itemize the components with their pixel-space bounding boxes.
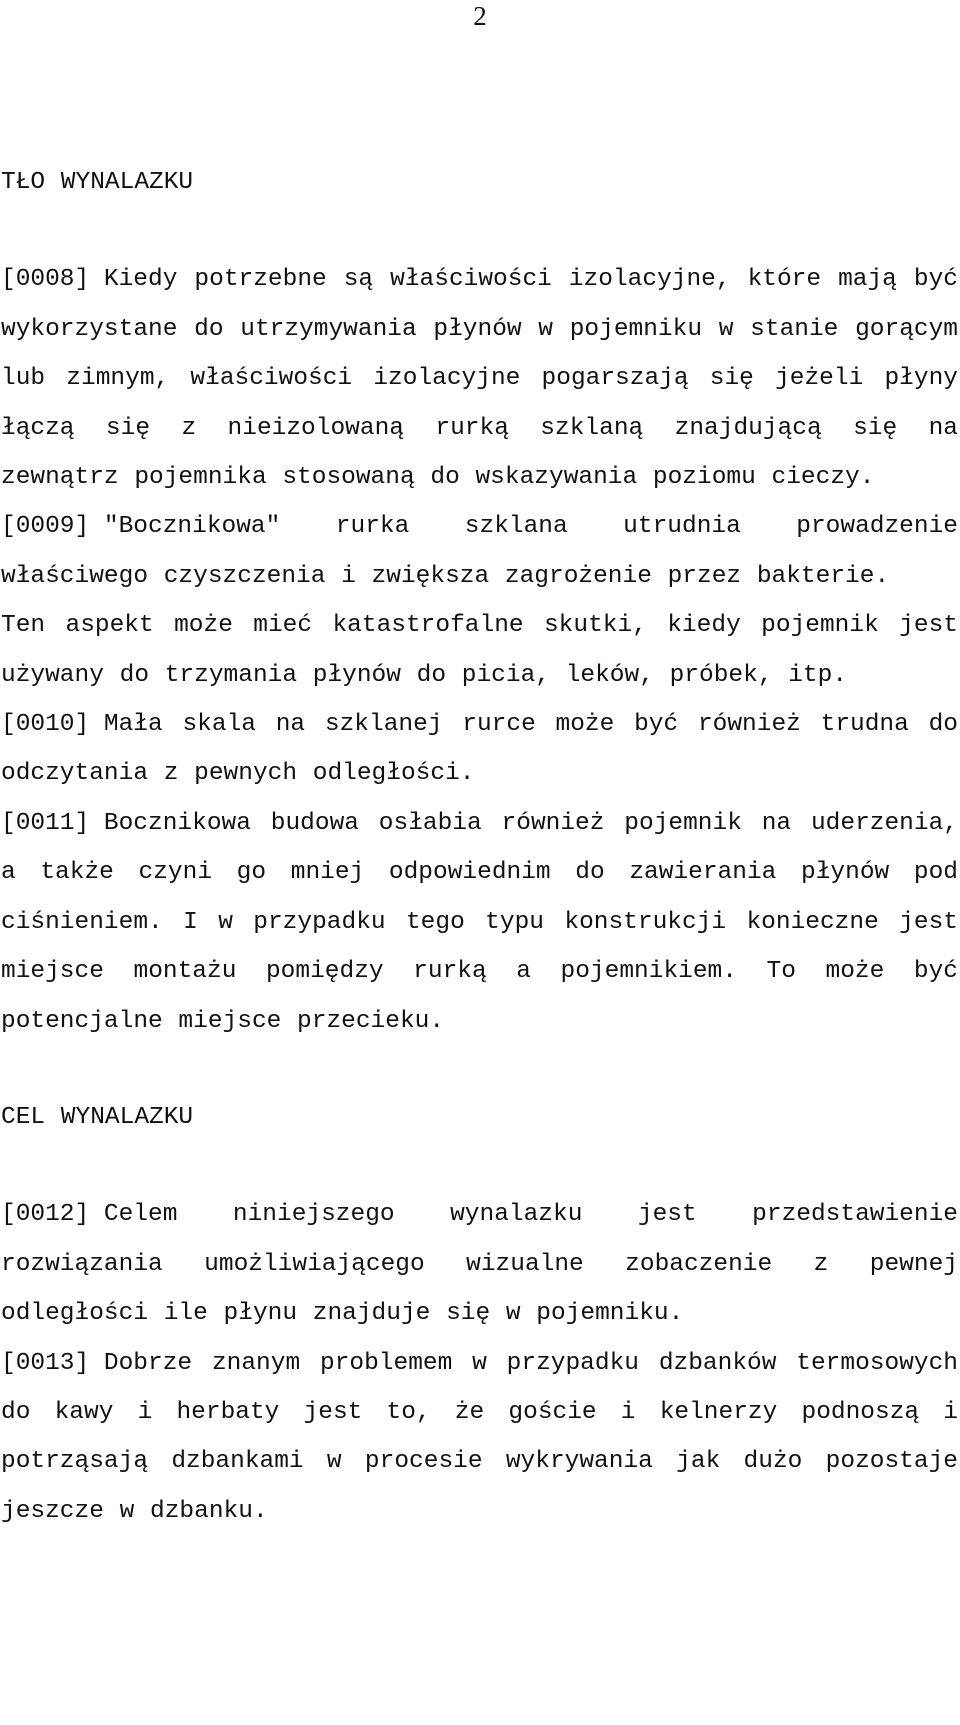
paragraph-number: [0013] (1, 1349, 90, 1377)
section-heading-background: TŁO WYNALAZKU (1, 169, 194, 196)
paragraph-text: Celem niniejszego wynalazku jest przedstawienie rozwiązania umożliwiającego wizualne zobaczenie z pewnej odległości ile płynu znajduje się w pojemniku. (1, 1201, 958, 1328)
paragraph-number: [0008] (1, 266, 90, 294)
paragraph-number: [0009] (1, 513, 90, 541)
paragraph-number: [0012] (1, 1201, 90, 1229)
paragraph-text: Bocznikowa budowa osłabia również pojemnik na uderzenia, a także czyni go mniej odpowiednim do zawierania płynów pod ciśnieniem. I w przypadku tego typu konstrukcji konieczne jest miejsce montażu pomiędzy rurką a pojemnikiem. To może być potencjalne miejsce przecieku. (1, 809, 958, 1035)
paragraph-text: Mała skala na szklanej rurce może być również trudna do odczytania z pewnych odległości. (1, 711, 958, 788)
paragraph-0009 (1, 502, 958, 601)
paragraph-0013 (1, 1339, 958, 1537)
paragraph-0011 (1, 799, 958, 1046)
paragraph-0009-continued (1, 601, 958, 700)
paragraph-text: Dobrze znanym problemem w przypadku dzbanków termosowych do kawy i herbaty jest to, że goście i kelnerzy podnoszą i potrząsają dzbankami w procesie wykrywania jak dużo pozostaje jeszcze w dzbanku. (1, 1349, 958, 1525)
paragraph-text: "Bocznikowa" rurka szklana utrudnia prowadzenie właściwego czyszczenia i zwiększa zagrożenie przez bakterie. (1, 513, 958, 590)
paragraph-number: [0011] (1, 809, 90, 837)
document-body (1, 158, 958, 1536)
paragraph-number: [0010] (1, 711, 90, 739)
paragraph-0012 (1, 1190, 958, 1338)
page-number: 2 (473, 1, 487, 31)
paragraph-text: Kiedy potrzebne są właściwości izolacyjne, które mają być wykorzystane do utrzymywania płynów w pojemniku w stanie gorącym lub zimnym, właściwości izolacyjne pogarszają się jeżeli płyny łączą się z nieizolowaną rurką szklaną znajdującą się na zewnątrz pojemnika stosowaną do wskazywania poziomu cieczy. (1, 266, 958, 492)
paragraph-0010 (1, 700, 958, 799)
paragraph-0008 (1, 255, 958, 502)
section-heading-objective: CEL WYNALAZKU (1, 1103, 194, 1131)
paragraph-text: Ten aspekt może mieć katastrofalne skutki, kiedy pojemnik jest używany do trzymania płynów do picia, leków, próbek, itp. (1, 612, 958, 689)
